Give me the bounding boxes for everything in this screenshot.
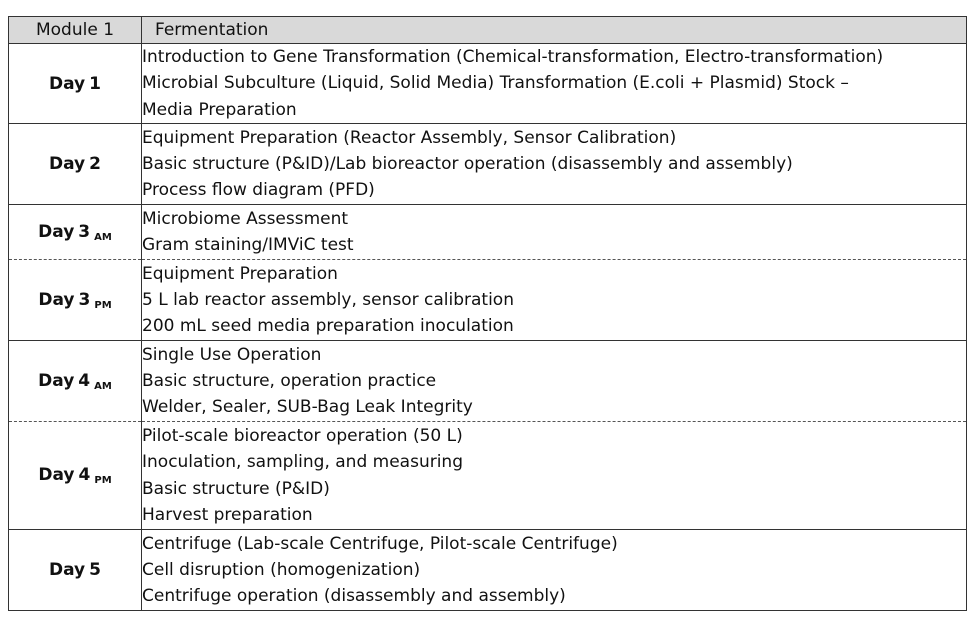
table-row: [9, 205, 967, 260]
day-cell: [9, 422, 142, 530]
day-period: AM: [94, 231, 112, 243]
day-number: 3: [78, 289, 91, 310]
module-schedule-table: [8, 16, 967, 611]
day-period: AM: [94, 380, 112, 392]
day-label: Day: [38, 370, 75, 391]
activities-cell: [142, 530, 967, 611]
activity-line: Gram staining/IMViC test: [142, 235, 354, 256]
day-label: Day: [38, 221, 75, 242]
activity-line: Basic structure (P&ID): [142, 478, 330, 499]
table-row: [9, 124, 967, 205]
day-number: 4: [78, 370, 91, 391]
topic-header: Fermentation: [142, 17, 967, 44]
day-label: Day: [49, 560, 86, 581]
day-period: PM: [94, 299, 112, 311]
day-cell: [9, 124, 142, 205]
module-header: Module 1: [9, 17, 142, 44]
activity-line: Introduction to Gene Transformation (Chemical-transformation, Electro-transformation): [142, 47, 884, 67]
activity-line: Single Use Operation: [142, 344, 322, 365]
activity-line: Basic structure, operation practice: [142, 371, 437, 392]
activities-cell: [142, 205, 967, 260]
activity-line: Microbiome Assessment: [142, 208, 349, 229]
activity-line: 5 L lab reactor assembly, sensor calibration: [142, 290, 514, 311]
activities-cell: [142, 422, 967, 530]
day-number: 2: [89, 154, 101, 175]
day-label: Day: [38, 465, 75, 486]
activity-line: Pilot-scale bioreactor operation (50 L): [142, 425, 463, 446]
table-row: [9, 341, 967, 422]
activity-line: Centrifuge operation (disassembly and assembly): [142, 586, 566, 607]
day-number: 1: [89, 73, 101, 94]
activity-line: Microbial Subculture (Liquid, Solid Media) Transformation (E.coli + Plasmid) Stock –: [142, 73, 849, 94]
activities-cell: [142, 260, 967, 341]
activity-line: Harvest preparation: [142, 505, 313, 526]
activity-line: Inoculation, sampling, and measuring: [142, 452, 463, 473]
table-row: [9, 44, 967, 124]
activities-cell: [142, 341, 967, 422]
activities-cell: [142, 124, 967, 205]
day-cell: [9, 205, 142, 260]
day-label: Day: [49, 73, 86, 94]
activity-line: Welder, Sealer, SUB-Bag Leak Integrity: [142, 397, 473, 418]
activity-line: Centrifuge (Lab-scale Centrifuge, Pilot-scale Centrifuge): [142, 533, 618, 554]
day-label: Day: [49, 154, 86, 175]
activities-cell: [142, 44, 967, 124]
day-number: 3: [78, 221, 91, 242]
activity-line: Basic structure (P&ID)/Lab bioreactor operation (disassembly and assembly): [142, 154, 793, 175]
day-cell: [9, 44, 142, 124]
activity-line: Cell disruption (homogenization): [142, 560, 421, 581]
table-row: [9, 260, 967, 341]
activity-line: Media Preparation: [142, 99, 297, 120]
activity-line: Process flow diagram (PFD): [142, 180, 375, 201]
table-header-row: [9, 17, 967, 44]
day-cell: [9, 260, 142, 341]
day-cell: [9, 341, 142, 422]
day-number: 4: [78, 465, 91, 486]
day-label: Day: [38, 289, 75, 310]
day-period: PM: [94, 475, 112, 487]
day-number: 5: [89, 560, 101, 581]
activity-line: Equipment Preparation (Reactor Assembly, Sensor Calibration): [142, 127, 677, 148]
day-cell: [9, 530, 142, 611]
activity-line: 200 mL seed media preparation inoculation: [142, 316, 514, 337]
table-row: [9, 422, 967, 530]
table-row: [9, 530, 967, 611]
activity-line: Equipment Preparation: [142, 263, 338, 284]
